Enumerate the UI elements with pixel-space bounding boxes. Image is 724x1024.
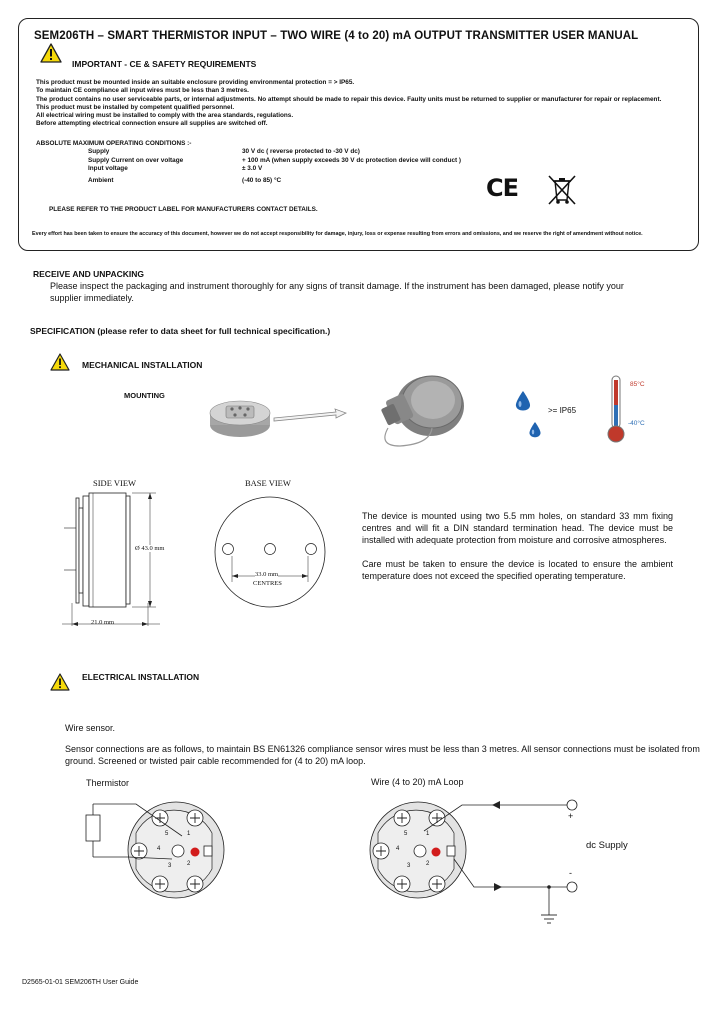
diameter-label: Ø 43.0 mm — [135, 545, 165, 552]
limit-label: Input voltage — [88, 165, 128, 172]
specification-heading: SPECIFICATION (please refer to data sheet for full technical specification.) — [30, 326, 331, 336]
plus-terminal-label: + — [568, 811, 574, 821]
safety-warnings — [36, 79, 676, 129]
receive-text: Please inspect the packaging and instrument thoroughly for any signs of transit damage. If the instrument has been damaged, please notify your supplier immediately. — [50, 281, 624, 303]
ce-mark: CE — [486, 174, 519, 202]
receive-heading: RECEIVE AND UNPACKING — [33, 269, 144, 279]
warning-line: This product must be installed by competent qualified personnel. — [36, 103, 235, 111]
limit-value: + 100 mA (when supply exceeds 30 V dc protection device will conduct ) — [242, 156, 462, 164]
terminal-3: 3 — [168, 863, 172, 869]
warning-line: To maintain CE compliance all input wires must be less than 3 metres. — [36, 87, 249, 95]
terminal-1: 1 — [187, 831, 191, 837]
warning-icon — [50, 673, 70, 691]
transmitter-image — [205, 395, 275, 440]
terminal-5: 5 — [165, 831, 169, 837]
mechanical-heading: MECHANICAL INSTALLATION — [82, 360, 203, 370]
side-view-drawing — [60, 490, 165, 630]
page-title: SEM206TH – SMART THERMISTOR INPUT – TWO WIRE (4 to 20) mA OUTPUT TRANSMITTER USER MANUAL — [34, 30, 639, 42]
disclaimer: Every effort has been taken to ensure the accuracy of this document, however we do not accept responsibility for damage, injury, loss or expense resulting from errors and omissions, and we reserve the right of amendment without notice. — [32, 231, 643, 237]
warning-icon — [40, 43, 62, 63]
mounting-arrow — [272, 405, 350, 425]
loop-wiring-diagram — [362, 795, 592, 935]
connections-text: Sensor connections are as follows, to maintain BS EN61326 compliance sensor wires must be less than 3 metres. All sensor connections must be isolated from ground. Screened or twisted pair cable recommended for (4 to 20) mA loop. — [65, 744, 700, 766]
terminal-3: 3 — [407, 863, 411, 869]
warning-icon — [50, 353, 70, 371]
limit-label: Supply Current on over voltage — [88, 156, 184, 164]
document-reference: D2565-01-01 SEM206TH User Guide — [22, 979, 139, 986]
terminal-2: 2 — [187, 861, 191, 867]
water-drop-icon — [514, 390, 532, 414]
temperature-description: Care must be taken to ensure the device is located to ensure the ambient temperature does not exceed the specified operating temperature. — [362, 559, 673, 581]
limit-value: (-40 to 85) °C — [242, 177, 282, 184]
electrical-heading: ELECTRICAL INSTALLATION — [82, 672, 200, 682]
thermometer-icon — [603, 374, 629, 446]
minus-terminal-label: - — [569, 868, 572, 878]
water-drop-icon — [528, 421, 542, 440]
warning-line: This product must be mounted inside an suitable enclosure providing environmental protection = > IP65. — [36, 79, 355, 86]
terminal-5: 5 — [404, 831, 408, 837]
centres-label: CENTRES — [253, 580, 282, 587]
label-note: PLEASE REFER TO THE PRODUCT LABEL FOR MANUFACTURERS CONTACT DETAILS. — [49, 206, 318, 213]
width-label: 21.0 mm — [91, 619, 115, 626]
terminal-2: 2 — [426, 861, 430, 867]
temp-high-label: 85°C — [630, 381, 645, 388]
wire-sensor-label: Wire sensor. — [65, 723, 116, 733]
limit-value: 30 V dc ( reverse protected to -30 V dc) — [242, 148, 360, 155]
dc-supply-label: dc Supply — [586, 840, 628, 851]
mounting-label: MOUNTING — [124, 391, 165, 400]
limit-value: ± 3.0 V — [242, 165, 263, 172]
terminal-4: 4 — [396, 846, 400, 852]
limits-title: ABSOLUTE MAXIMUM OPERATING CONDITIONS :- — [36, 140, 192, 147]
limit-label: Ambient — [88, 177, 114, 184]
safety-subtitle: IMPORTANT - CE & SAFETY REQUIREMENTS — [72, 59, 257, 69]
head-enclosure-image — [370, 370, 470, 454]
warning-line: All electrical wiring must be installed to comply with the area standards, regulations. — [36, 112, 294, 120]
warning-line: Before attempting electrical connection ensure all supplies are switched off. — [36, 120, 268, 128]
thermistor-label: Thermistor — [86, 778, 130, 788]
base-view-label: BASE VIEW — [245, 478, 291, 488]
base-view-drawing — [210, 492, 335, 617]
weee-bin-icon — [545, 172, 579, 206]
limit-label: Supply — [88, 148, 110, 155]
mounting-description: The device is mounted using two 5.5 mm holes, on standard 33 mm fixing centres and will fit a DIN standard termination head. The device must be installed with adequate protection from moisture and corrosive atmospheres. — [362, 511, 673, 545]
temp-low-label: -40°C — [628, 420, 645, 427]
ip-rating-label: >= IP65 — [548, 406, 577, 415]
terminal-1: 1 — [426, 831, 430, 837]
centres-value: 33.0 mm — [255, 571, 279, 578]
side-view-label: SIDE VIEW — [93, 478, 137, 488]
loop-label: Wire (4 to 20) mA Loop — [371, 777, 464, 787]
safety-box — [18, 18, 699, 251]
warning-line: The product contains no user serviceable parts, or internal adjustments. No attempt should be made to repair this device. Faulty units must be returned to supplier or manufacturer for repair or replacement. — [36, 95, 662, 103]
terminal-4: 4 — [157, 846, 161, 852]
